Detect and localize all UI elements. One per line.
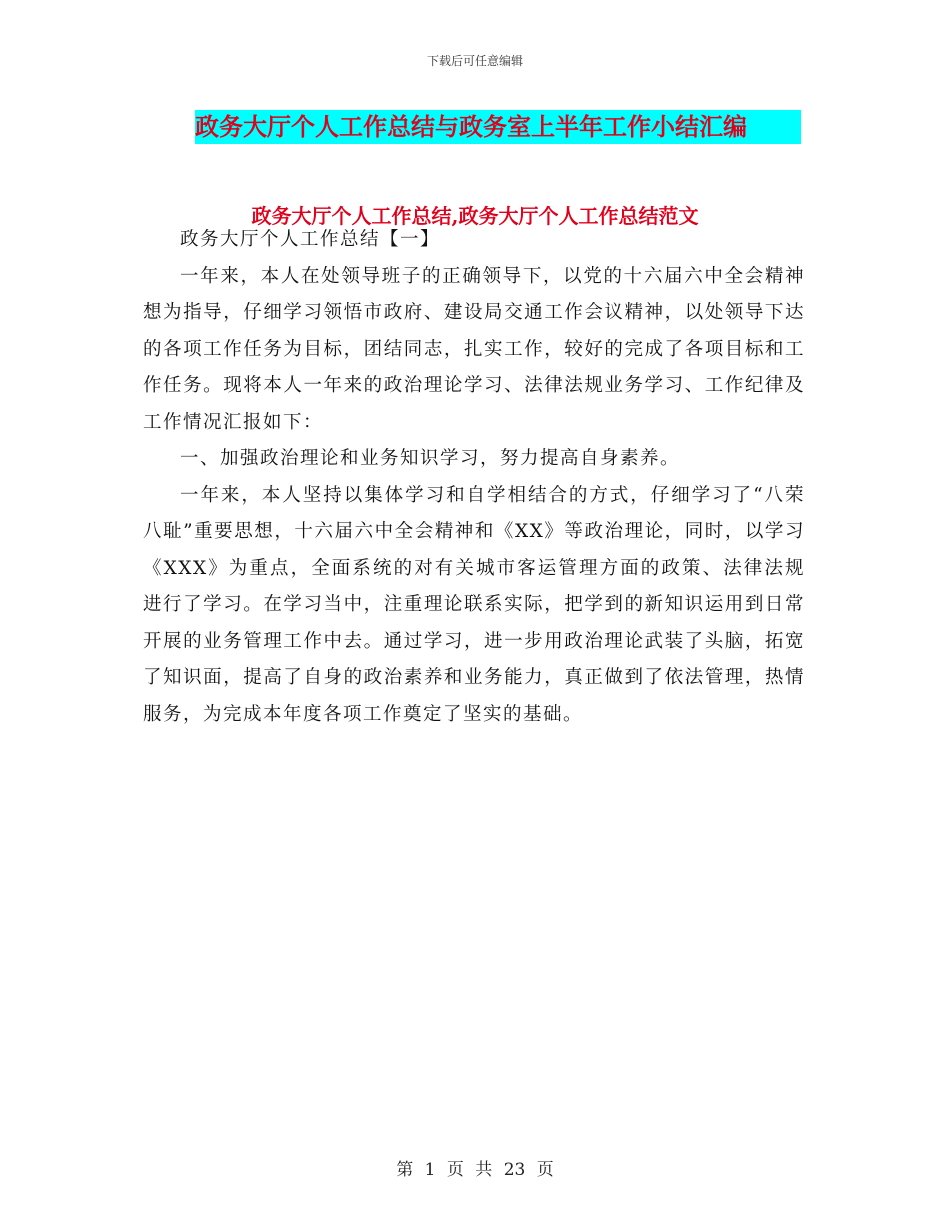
- body-text: [143, 222, 805, 733]
- main-title: 政务大厅个人工作总结与政务室上半年工作小结汇编: [195, 110, 801, 144]
- paragraph-point-one: 一、加强政治理论和业务知识学习，努力提高自身素养。: [180, 448, 681, 469]
- sub-title: 政务大厅个人工作总结,政务大厅个人工作总结范文: [251, 204, 699, 228]
- header-note: 下载后可任意编辑: [426, 54, 523, 68]
- paragraph-intro: 一年来，本人在处领导班子的正确领导下，以党的十六届六中全会精神想为指导，仔细学习领悟市政府、建设局交通工作会议精神，以处领导下达的各项工作任务为目标，团结同志，扎实工作，较好的完成了各项目标和工作任务。现将本人一年来的政治理论学习、法律法规业务学习、工作纪律及工作情况汇报如下：: [143, 265, 805, 433]
- page-number-footer: 第 1 页 共 23 页: [396, 1160, 554, 1180]
- paragraph-study: 一年来，本人坚持以集体学习和自学相结合的方式，仔细学习了“八荣八耻”重要思想，十六届六中全会精神和《XX》等政治理论，同时，以学习《XXX》为重点，全面系统的对有关城市客运管理方面的政策、法律法规进行了学习。在学习当中，注重理论联系实际，把学到的新知识运用到日常开展的业务管理工作中去。通过学习，进一步用政治理论武装了头脑，拓宽了知识面，提高了自身的政治素养和业务能力，真正做到了依法管理，热情服务，为完成本年度各项工作奠定了坚实的基础。: [143, 484, 805, 725]
- paragraph-section-heading: 政务大厅个人工作总结【一】: [180, 229, 441, 250]
